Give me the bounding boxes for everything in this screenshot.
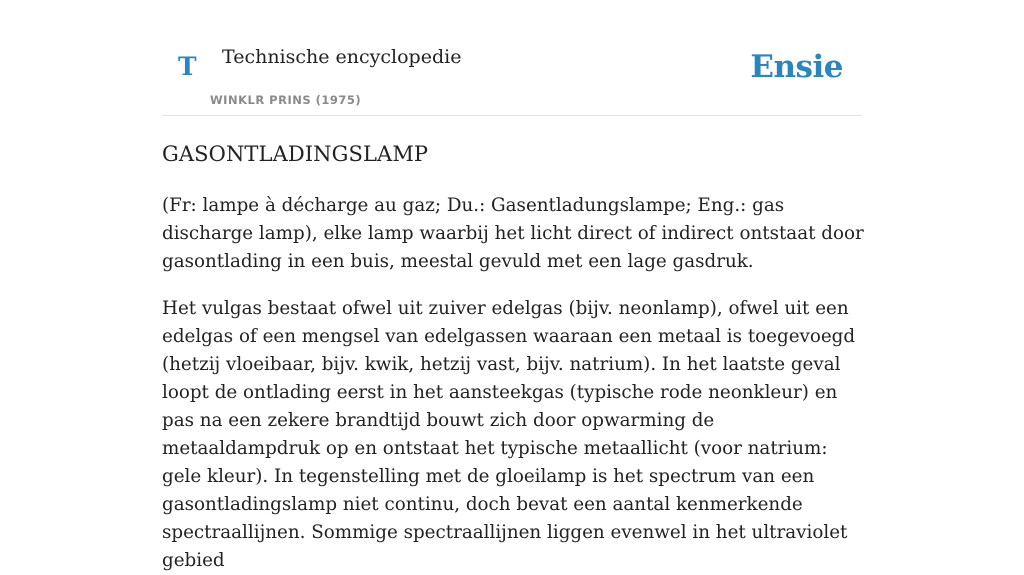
source-subtitle: WINKLR PRINS (1975) xyxy=(210,93,362,107)
brand-logo[interactable]: Ensie xyxy=(750,49,843,85)
article-paragraph: Het vulgas bestaat ofwel uit zuiver edelgas (bijv. neonlamp), ofwel uit een edelgas of een mengsel van edelgassen waaraan een metaal is toegevoegd (hetzij vloeibaar, bijv. kwik, hetzij vast, bijv. natrium). In het laatste geval loopt de ontlading eerst in het aansteekgas (typische rode neonkleur) en pas na een zekere brandtijd bouwt zich door opwarming de metaaldampdruk op en ontstaat het typische metaallicht (voor natrium: gele kleur). In tegenstelling met de gloeilamp is het spectrum van een gasontladingslamp niet continu, doch bevat een aantal kenmerkende spectraallijnen. Sommige spectraallijnen liggen evenwel in het ultraviolet gebied xyxy=(162,298,856,571)
source-header xyxy=(162,0,862,116)
article-headword: GASONTLADINGSLAMP xyxy=(162,142,429,166)
article-paragraph: (Fr: lampe à décharge au gaz; Du.: Gasentladungslampe; Eng.: gas discharge lamp), elke lamp waarbij het licht direct of indirect ontstaat door gasontlading in een buis, meestal gevuld met een lage gasdruk. xyxy=(162,195,864,272)
source-logo[interactable]: T xyxy=(178,52,197,81)
source-title-link[interactable]: Technische encyclopedie xyxy=(222,46,462,68)
article xyxy=(162,138,864,575)
